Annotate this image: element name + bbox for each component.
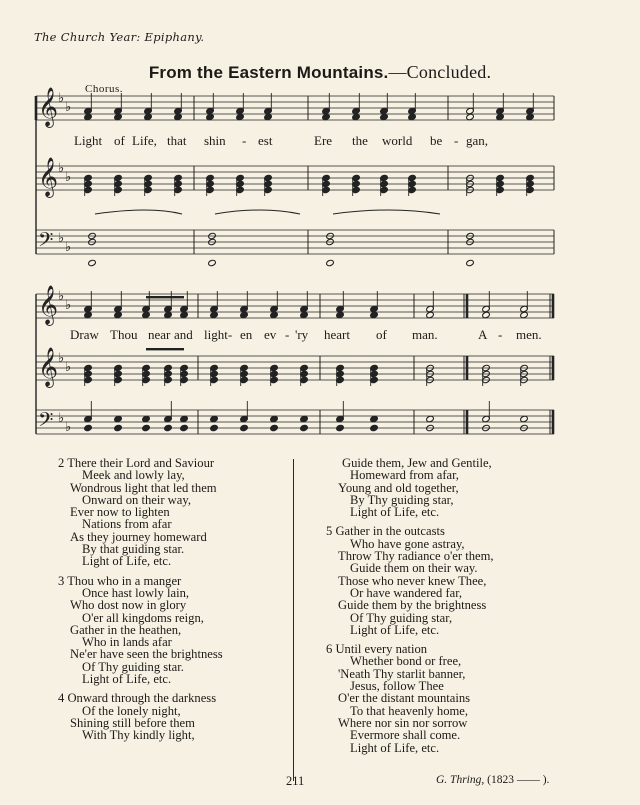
note-head (114, 311, 123, 318)
note-head (526, 113, 535, 120)
lyric-syllable: - (498, 327, 503, 342)
note-head (174, 113, 183, 120)
note-head (240, 424, 249, 431)
treble-clef-icon: 𝄞 (38, 285, 59, 325)
note-head (370, 311, 379, 318)
note-head (520, 415, 529, 422)
lyric-syllable: 'ry (295, 327, 309, 342)
note-head (180, 311, 189, 318)
verse-text: Onward on their way, (82, 492, 191, 507)
note-head (208, 259, 217, 266)
verse-text: With Thy kindly light, (82, 728, 195, 743)
flat-icon: ♭ (65, 420, 72, 435)
verse-text: Ever now to lighten (70, 505, 170, 520)
verse-text: Young and old together, (338, 480, 459, 495)
note-head (210, 311, 219, 318)
running-head: The Church Year: Epiphany. (34, 30, 205, 44)
verse-text: Thou who in a manger (67, 573, 182, 588)
stanza-number: 2 (58, 456, 65, 470)
author-credit (436, 774, 549, 786)
flat-icon: ♭ (65, 240, 72, 255)
note-head (408, 113, 417, 120)
note-head (300, 415, 309, 422)
lyric-syllable: and (174, 327, 193, 342)
note-head (164, 424, 173, 431)
verse-text: Guide them, Jew and Gentile, (342, 456, 492, 470)
note-head (142, 424, 151, 431)
note-head (326, 259, 335, 266)
flat-icon: ♭ (65, 298, 72, 313)
flat-icon: ♭ (58, 91, 65, 106)
lyric-syllable: world (382, 133, 413, 148)
lyric-syllable: of (376, 327, 387, 342)
verse-text: Guide them on their way. (350, 561, 478, 576)
beam (146, 296, 184, 298)
note-head (210, 415, 219, 422)
verse-text: O'er the distant mountains (338, 691, 471, 706)
verse-text: Of Thy guiding star, (350, 610, 453, 625)
verse-text: Wondrous light that led them (70, 480, 217, 495)
lyric-syllable: men. (516, 327, 542, 342)
note-head (84, 113, 93, 120)
column-divider (293, 459, 294, 781)
verse-text: Who in lands afar (82, 635, 172, 650)
lyric-syllable: - (285, 327, 290, 342)
lyric-syllable: Draw (70, 327, 99, 342)
note-head (466, 259, 475, 266)
lyric-syllable: ev (264, 327, 277, 342)
note-head (482, 311, 491, 318)
note-head (336, 311, 345, 318)
verse-text: O'er all kingdoms reign, (82, 610, 204, 625)
lyric-syllable: light- (204, 327, 233, 342)
verse-line (326, 624, 494, 636)
note-head (142, 415, 151, 422)
verse-text: Or have wandered far, (350, 585, 463, 600)
verse-text: 'Neath Thy starlit banner, (338, 666, 466, 681)
verse-text: Shining still before them (70, 715, 195, 730)
verse-text: Whether bond or free, (350, 654, 462, 669)
note-head (142, 311, 151, 318)
note-head (336, 424, 345, 431)
verse-line (58, 673, 223, 685)
lyric-syllable: the (352, 133, 368, 148)
lyric-syllable: near (148, 327, 171, 342)
verse-text: Nations from afar (82, 517, 172, 532)
stanza-number: 5 (326, 524, 333, 539)
lyric-syllable: - (242, 133, 247, 148)
note-head (114, 424, 123, 431)
hymn-title-main: From the Eastern Mountains. (148, 63, 389, 82)
note-head (114, 415, 123, 422)
note-head (270, 415, 279, 422)
lyric-syllable: of (114, 133, 125, 148)
lyric-syllable: A (478, 327, 488, 342)
treble-clef-icon: 𝄞 (38, 157, 59, 197)
stanza-number: 3 (58, 573, 65, 588)
treble-clef-icon: 𝄞 (38, 87, 59, 127)
note-head (370, 424, 379, 431)
lyric-syllable: heart (324, 327, 350, 342)
flat-icon: ♭ (65, 170, 72, 185)
tie-arc (333, 210, 440, 214)
chorus-label: Chorus. (85, 83, 124, 95)
lyric-syllable: gan, (466, 133, 489, 148)
note-head (210, 424, 219, 431)
note-head (264, 113, 273, 120)
note-head (426, 311, 435, 318)
verse-text: Of the lonely night, (82, 703, 181, 718)
lyric-syllable: en (240, 327, 253, 342)
verse-text: To that heavenly home, (350, 703, 469, 718)
verse-line (326, 742, 494, 754)
flat-icon: ♭ (58, 411, 65, 426)
verse-text: Onward through the darkness (67, 691, 217, 706)
lyric-syllable: Light (74, 133, 103, 148)
tie-arc (215, 210, 300, 214)
lyric-syllable: est (258, 133, 273, 148)
note-head (84, 311, 93, 318)
note-head (144, 113, 153, 120)
note-head (206, 113, 215, 120)
note-head (164, 311, 173, 318)
verse-text: Light of Life, etc. (82, 554, 172, 569)
verse-text: Ne'er have seen the brightness (70, 647, 223, 662)
bass-clef-icon: 𝄢 (38, 408, 54, 436)
note-head (380, 113, 389, 120)
lyric-syllable: man. (412, 327, 438, 342)
note-head (240, 311, 249, 318)
verse-text: Meek and lowly lay, (82, 468, 185, 483)
verse-text: Light of Life, etc. (350, 622, 440, 637)
note-head (466, 113, 475, 120)
verse-text: Light of Life, etc. (82, 672, 172, 687)
lyric-syllable: - (454, 133, 459, 148)
flat-icon: ♭ (58, 289, 65, 304)
tie-arc (95, 210, 182, 214)
verse-text: Homeward from afar, (350, 468, 459, 483)
note-head (370, 415, 379, 422)
flat-icon: ♭ (58, 351, 65, 366)
note-head (520, 311, 529, 318)
verse-text: Throw Thy radiance o'er them, (338, 549, 494, 564)
verse-line (58, 555, 223, 567)
flat-icon: ♭ (58, 231, 65, 246)
flat-icon: ♭ (65, 100, 72, 115)
note-head (496, 113, 505, 120)
verse-text: Those who never knew Thee, (338, 573, 487, 588)
stanza-number: 4 (58, 691, 65, 706)
note-head (300, 424, 309, 431)
lyric-syllable: be (430, 133, 443, 148)
verse-text: Until every nation (335, 642, 428, 657)
verse-text: Jesus, follow Thee (350, 679, 444, 694)
flat-icon: ♭ (65, 360, 72, 375)
verse-text: Once hast lowly lain, (82, 585, 190, 600)
note-head (114, 113, 123, 120)
page-number: 211 (286, 774, 305, 788)
note-head (322, 113, 331, 120)
verse-text: Who dost now in glory (70, 598, 187, 613)
lyric-syllable: shin (204, 133, 226, 148)
note-head (88, 259, 97, 266)
note-head (180, 424, 189, 431)
note-head (270, 424, 279, 431)
author-name: G. Thring, (436, 774, 485, 786)
author-dates: (1823 —— ). (487, 774, 550, 786)
verse-text: Light of Life, etc. (350, 740, 440, 755)
note-head (426, 415, 435, 422)
verse-text: By Thy guiding star, (350, 492, 454, 507)
stanza-number: 6 (326, 642, 333, 657)
verse-text: Guide them by the brightness (338, 598, 487, 613)
lyric-syllable: Life, (132, 133, 157, 148)
bass-clef-icon: 𝄢 (38, 228, 54, 256)
flat-icon: ♭ (58, 161, 65, 176)
beam (146, 348, 184, 350)
note-head (352, 113, 361, 120)
verse-text: Who have gone astray, (350, 536, 465, 551)
lyric-syllable: Ere (314, 133, 333, 148)
treble-clef-icon: 𝄞 (38, 347, 59, 387)
verses-left-column (58, 457, 223, 742)
note-head (300, 311, 309, 318)
verse-text: As they journey homeward (70, 529, 207, 544)
verse-line (326, 506, 494, 518)
verse-text: Gather in the heathen, (70, 622, 182, 637)
verse-text: Where nor sin nor sorrow (338, 715, 468, 730)
verse-text: Gather in the outcasts (335, 524, 445, 539)
verse-text: Light of Life, etc. (350, 505, 440, 520)
verse-text: By that guiding star. (82, 542, 185, 557)
verses-right-column (326, 457, 494, 754)
verse-text: There their Lord and Saviour (67, 456, 215, 470)
lyric-syllable: Thou (110, 327, 138, 342)
verse-line (58, 729, 223, 741)
note-head (236, 113, 245, 120)
note-head (270, 311, 279, 318)
verse-text: Of Thy guiding star. (82, 659, 184, 674)
note-head (180, 415, 189, 422)
note-head (84, 424, 93, 431)
lyric-syllable: that (167, 133, 187, 148)
verse-text: Evermore shall come. (350, 728, 461, 743)
hymn-title-suffix: —Concluded. (388, 62, 492, 82)
